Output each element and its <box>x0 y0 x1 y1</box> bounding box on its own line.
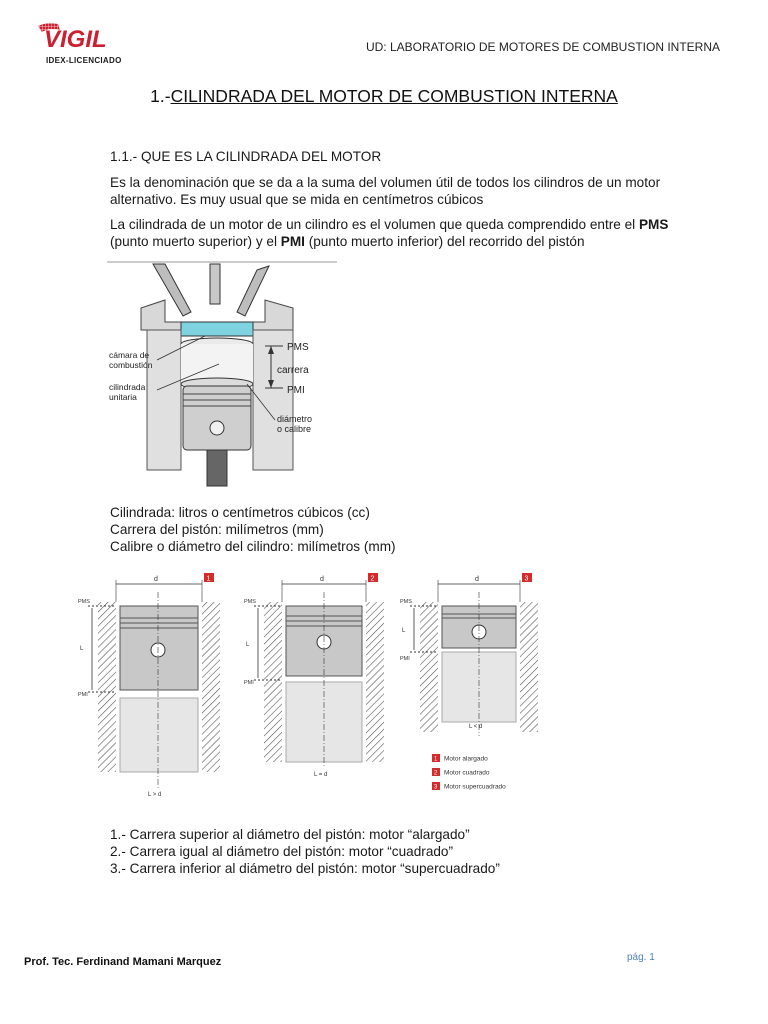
diametro-label-1: diámetro <box>277 414 313 424</box>
par2-pms: PMS <box>638 217 669 232</box>
pms-label: PMS <box>287 342 309 353</box>
legend-num-1: 1 <box>434 756 438 763</box>
d-label: d <box>320 576 324 583</box>
badge-3-label: 3 <box>524 575 529 583</box>
cilindrada-label-2: unitaria <box>109 392 137 402</box>
l-text: L <box>80 646 84 652</box>
pmi-text: PMI <box>244 680 254 686</box>
d-label: d <box>154 576 158 583</box>
pms-text: PMS <box>244 599 256 605</box>
camara-label-2: combustión <box>109 360 153 370</box>
badge-1-label: 1 <box>206 575 211 583</box>
relation-3: L < d <box>469 724 483 730</box>
pmi-label: PMI <box>287 385 305 396</box>
legend-num-2: 2 <box>434 770 438 777</box>
title-text: CILINDRADA DEL MOTOR DE COMBUSTION INTERNA <box>170 86 618 106</box>
legend-label-3: Motor supercuadrado <box>444 783 506 791</box>
par2-pmi: PMI <box>280 234 305 249</box>
relation-1: L > d <box>148 792 162 798</box>
pmi-text: PMI <box>78 692 88 698</box>
badge-2-label: 2 <box>370 575 375 583</box>
bore-1 <box>120 698 198 772</box>
relation-2: L = d <box>314 772 328 778</box>
pms-text: PMS <box>78 599 90 605</box>
piston <box>183 386 251 450</box>
cylinder-wall-left <box>147 330 181 470</box>
par2-text-2: (punto muerto superior) y el <box>110 234 281 249</box>
wall-left <box>98 602 116 772</box>
unit-item-calibre: Calibre o diámetro del cilindro: milímetros (mm) <box>110 539 396 554</box>
logo-emblem <box>36 20 141 52</box>
page-number: pág. 1 <box>627 952 655 963</box>
vigil-logo <box>36 20 141 68</box>
engine-diagram-supercuadrado <box>400 573 538 736</box>
paragraph-definition: Es la denominación que se da a la suma del volumen útil de todos los cilindros de un motor alternativo. Es muy usual que se mida en centímetros cúbicos <box>110 175 661 207</box>
wall-left <box>420 602 438 732</box>
engine-types-diagram <box>76 570 552 804</box>
cilindrada-label-1: cilindrada <box>109 382 146 392</box>
unit-header: UD: LABORATORIO DE MOTORES DE COMBUSTION INTERNA <box>365 40 720 54</box>
exhaust-valve <box>237 266 269 316</box>
par2-text-1: La cilindrada de un motor de un cilindro es el volumen que queda comprendido entre el <box>110 217 639 232</box>
spark-plug <box>210 264 220 304</box>
camara-label-1: cámara de <box>109 350 150 360</box>
combustion-chamber <box>181 322 253 336</box>
carrera-label: carrera <box>277 365 309 376</box>
legend-label-1: Motor alargado <box>444 755 488 763</box>
type-item-alargado: 1.- Carrera superior al diámetro del pistón: motor “alargado” <box>110 827 470 842</box>
type-item-cuadrado: 2.- Carrera igual al diámetro del pistón: motor “cuadrado” <box>110 844 454 859</box>
section-heading: 1.1.- QUE ES LA CILINDRADA DEL MOTOR <box>110 149 382 164</box>
engine-diagram-cuadrado <box>244 573 384 778</box>
engine-diagram-alargado <box>78 573 220 798</box>
wall-right <box>366 602 384 762</box>
unit-item-cilindrada: Cilindrada: litros o centímetros cúbicos (cc) <box>110 505 370 520</box>
wall-right <box>520 602 538 732</box>
cylinder-diagram <box>107 260 339 488</box>
l-text: L <box>246 642 250 648</box>
pmi-text: PMI <box>400 656 410 662</box>
logo-subtitle: IDEX-LICENCIADO <box>46 56 122 65</box>
engine-types-list <box>110 826 670 877</box>
unit-item-carrera: Carrera del pistón: milímetros (mm) <box>110 522 324 537</box>
logo-text: VIGIL <box>44 26 107 52</box>
paragraph-single-cylinder <box>110 216 670 250</box>
connecting-rod <box>207 450 227 486</box>
par2-text-3: (punto muerto inferior) del recorrido del pistón <box>304 234 585 249</box>
wall-right <box>202 602 220 772</box>
wall-left <box>264 602 282 762</box>
title-number: 1.- <box>150 86 171 106</box>
diametro-label-2: o calibre <box>277 424 312 434</box>
d-label: d <box>475 576 479 583</box>
footer-author: Prof. Tec. Ferdinand Mamani Marquez <box>24 956 222 968</box>
legend-num-3: 3 <box>434 784 438 791</box>
piston-pin <box>210 421 224 435</box>
l-text: L <box>402 628 406 634</box>
legend-label-2: Motor cuadrado <box>444 769 490 777</box>
page-title <box>0 86 768 107</box>
type-item-supercuadrado: 3.- Carrera inferior al diámetro del pistón: motor “supercuadrado” <box>110 861 500 876</box>
units-list <box>110 504 670 555</box>
pms-text: PMS <box>400 599 412 605</box>
engine-types-legend <box>432 754 506 791</box>
